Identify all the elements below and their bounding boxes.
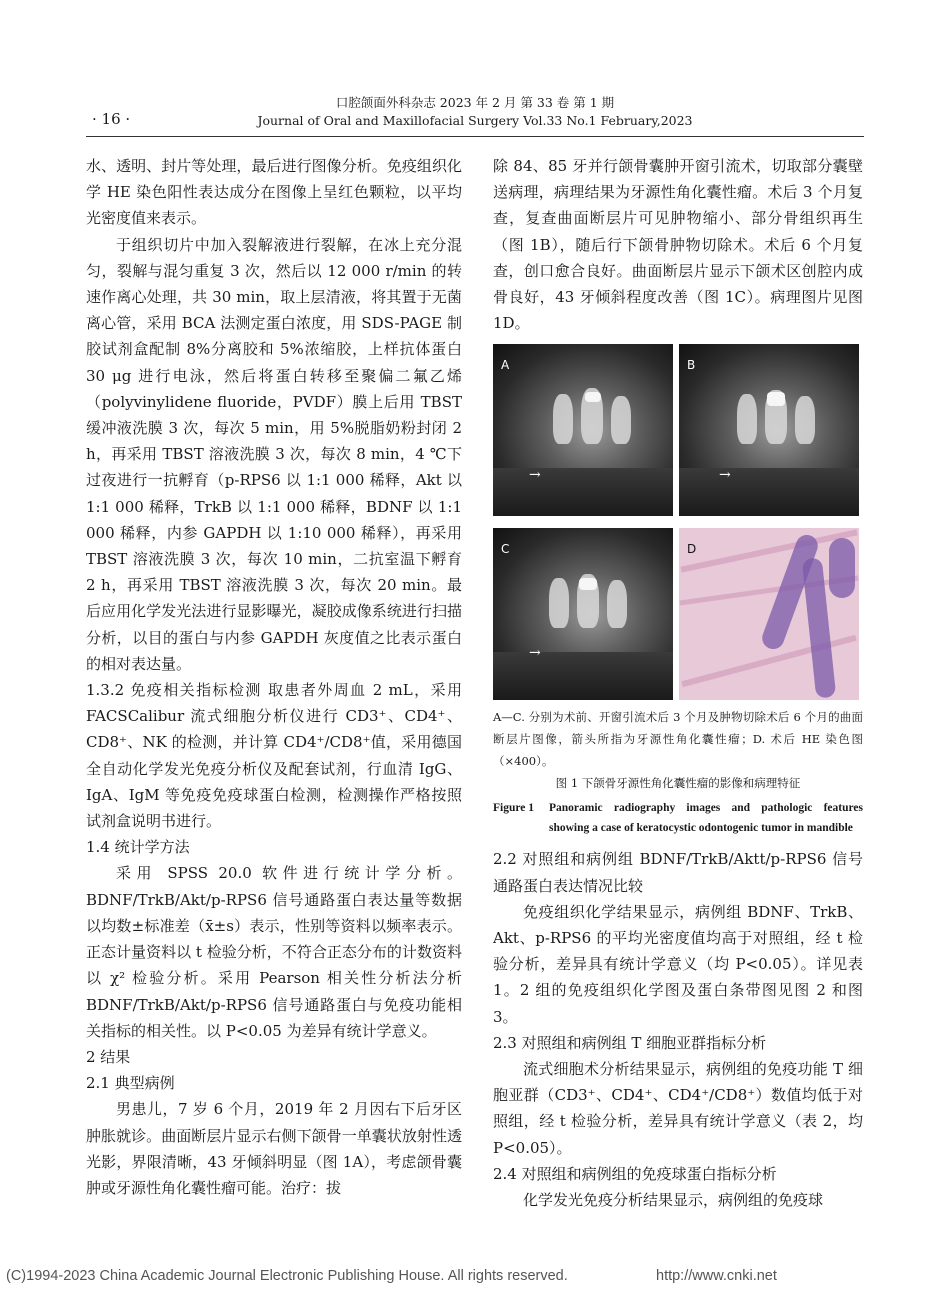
panel-label: B xyxy=(687,358,696,373)
paragraph: 化学发光免疫分析结果显示，病例组的免疫球 xyxy=(523,1191,824,1210)
arrow-icon: → xyxy=(719,467,731,484)
section-heading: 2.3 对照组和病例组 T 细胞亚群指标分析 xyxy=(493,1033,767,1052)
panel-label: D xyxy=(687,542,697,557)
page-header xyxy=(86,94,864,130)
panel-label: A xyxy=(501,358,510,373)
section-heading: 2 结果 xyxy=(86,1047,131,1066)
figure-caption-cn: 图 1 下颌骨牙源性角化囊性瘤的影像和病理特征 xyxy=(555,776,801,791)
journal-title-cn: 口腔颌面外科杂志 2023 年 2 月 第 33 卷 第 1 期 xyxy=(335,95,615,110)
figure-caption-en xyxy=(493,798,863,838)
header-divider xyxy=(86,136,864,137)
paragraph: 水、透明、封片等处理，最后进行图像分析。免疫组织化学 HE 染色阳性表达成分在图像上呈红色颗粒，以平均光密度值来表示。 xyxy=(86,157,462,228)
xray-panel-a xyxy=(493,344,673,516)
section-heading: 1.4 统计学方法 xyxy=(86,838,190,857)
section-heading: 2.1 典型病例 xyxy=(86,1074,175,1093)
section-heading: 2.2 对照组和病例组 BDNF/TrkB/Aktt/p-RPS6 信号通路蛋白表达情况比较 xyxy=(493,850,863,895)
figure-caption-en-text: Panoramic radiography images and pathologic features showing a case of keratocystic odontogenic tumor in mandible xyxy=(549,802,863,835)
copyright-text: (C)1994-2023 China Academic Journal Electronic Publishing House. All rights reserved. xyxy=(6,1268,568,1284)
section-heading: 2.4 对照组和病例组的免疫球蛋白指标分析 xyxy=(493,1164,777,1183)
paragraph: 采用 SPSS 20.0 软件进行统计学分析。BDNF/TrkB/Akt/p-RPS6 信号通路蛋白表达量等数据以均数±标准差（x̄±s）表示，性别等资料以频率表示。正态计量资料以 t 检验分析，不符合正态分布的计数资料以 χ² 检验分析。采用 Pearson 相关性分析法分析 BDNF/TrkB/Akt/p-RPS6 信号通路蛋白与免疫功能相关指标的相关性。以 P<0.05 为差异有统计学意义。 xyxy=(86,864,462,1040)
journal-title-en: Journal of Oral and Maxillofacial Surgery Vol.33 No.1 February,2023 xyxy=(257,113,693,128)
arrow-icon: → xyxy=(529,645,541,662)
paragraph: 流式细胞术分析结果显示，病例组的免疫功能 T 细胞亚群（CD3⁺、CD4⁺、CD4⁺/CD8⁺）数值均低于对照组，经 t 检验分析，差异具有统计学意义（表 2，均 P<0.05）。 xyxy=(493,1060,863,1157)
paragraph: 于组织切片中加入裂解液进行裂解，在冰上充分混匀，裂解与混匀重复 3 次，然后以 12 000 r/min 的转速作离心处理，共 30 min，取上层清液，将其置于无菌离心管，采用 BCA 法测定蛋白浓度，用 SDS-PAGE 制胶试剂盒配制 8%分离胶和 5%浓缩胶，上样抗体蛋白 30 μg 进行电泳，然后将蛋白转移至聚偏二氟乙烯（polyvinylidene fluoride，PVDF）膜上后用 TBST 缓冲液洗膜 3 次，每次 5 min，用 5%脱脂奶粉封闭 2 h，再采用 TBST 溶液洗膜 3 次，每次 8 min，4 ℃下过夜进行一抗孵育（p-RPS6 以 1:1 000 稀释，Akt 以 1:1 000 稀释，TrkB 以 1:1 000 稀释，BDNF 以 1:1 000 稀释，内参 GAPDH 以 1:10 000 稀释），再采用 TBST 溶液洗膜 3 次，每次 10 min，二抗室温下孵育 2 h，再采用 TBST 溶液洗膜 3 次，每次 20 min。最后应用化学发光法进行显影曝光，凝胶成像系统进行扫描分析，以目的蛋白与内参 GAPDH 灰度值之比表示蛋白的相对表达量。 xyxy=(86,235,462,673)
figure-note: A—C. 分别为术前、开窗引流术后 3 个月及肿物切除术后 6 个月的曲面断层片图像，箭头所指为牙源性角化囊性瘤；D. 术后 HE 染色图（×400）。 xyxy=(493,710,863,769)
paragraph: 免疫组织化学结果显示，病例组 BDNF、TrkB、Akt、p-RPS6 的平均光密度值均高于对照组，经 t 检验分析，差异具有统计学意义（均 P<0.05）。详见表 1。2 组的免疫组织化学图及蛋白条带图见图 2 和图 3。 xyxy=(493,902,863,1026)
arrow-icon: → xyxy=(529,467,541,484)
paragraph: 男患儿，7 岁 6 个月，2019 年 2 月因右下后牙区肿胀就诊。曲面断层片显示右侧下颌骨一单囊状放射性透光影，界限清晰，43 牙倾斜明显（图 1A），考虑颌骨囊肿或牙源性角化囊性瘤可能。治疗：拔 xyxy=(86,1100,462,1197)
figure-1 xyxy=(493,344,863,706)
paragraph: 除 84、85 牙并行颌骨囊肿开窗引流术，切取部分囊壁送病理，病理结果为牙源性角化囊性瘤。术后 3 个月复查，复查曲面断层片可见肿物缩小、部分骨组织再生（图 1B），随后行下颌骨肿物切除术。术后 6 个月复查，创口愈合良好。曲面断层片显示下颌术区创腔内成骨良好，43 牙倾斜程度改善（图 1C）。病理图片见图 1D。 xyxy=(493,157,863,333)
page-number: · 16 · xyxy=(92,110,131,128)
he-stain-panel-d xyxy=(679,528,859,700)
xray-panel-b xyxy=(679,344,859,516)
panel-label: C xyxy=(501,542,510,557)
left-column xyxy=(86,153,462,1201)
cnki-link[interactable]: http://www.cnki.net xyxy=(656,1268,777,1284)
right-column xyxy=(493,153,863,1213)
paragraph: 1.3.2 免疫相关指标检测 取患者外周血 2 mL，采用 FACSCalibur 流式细胞分析仪进行 CD3⁺、CD4⁺、CD8⁺、NK 的检测，并计算 CD4⁺/CD8⁺值，采用德国全自动化学发光免疫分析仪及配套试剂，行血清 IgG、IgA、IgM 等免疫免疫球蛋白检测，检测操作严格按照试剂盒说明书进行。 xyxy=(86,681,462,831)
figure-caption-en-label: Figure 1 xyxy=(493,802,534,815)
xray-panel-c xyxy=(493,528,673,700)
